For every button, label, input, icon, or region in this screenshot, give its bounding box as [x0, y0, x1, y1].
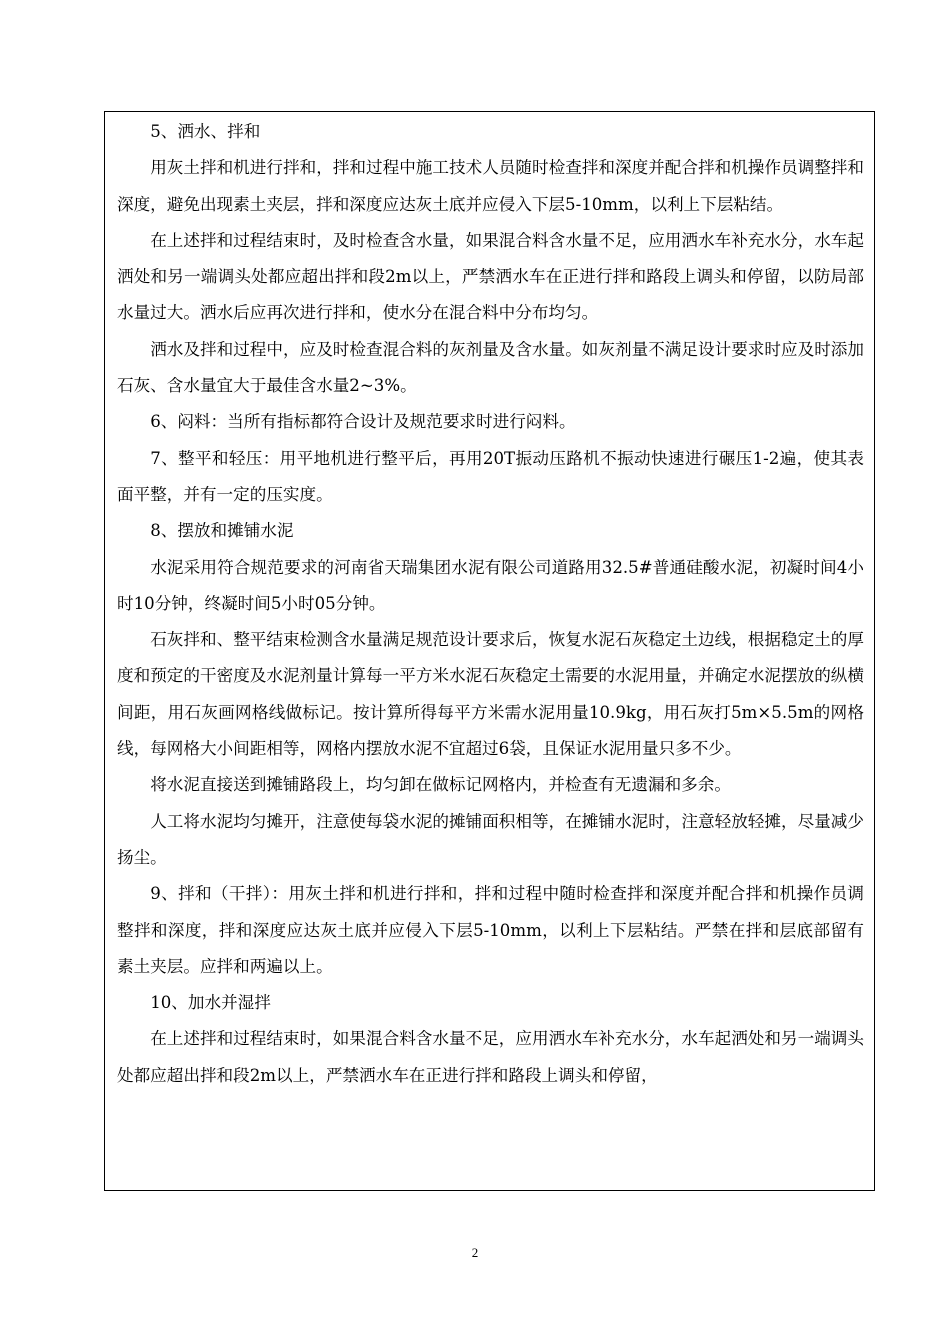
paragraph-mixing-procedure: 用灰土拌和机进行拌和，拌和过程中施工技术人员随时检查拌和深度并配合拌和机操作员调整拌和深度，避免出现素土夹层，拌和深度应达灰土底并应侵入下层5-10mm，以利上下层粘结。 [117, 158, 864, 214]
paragraph-cement-spreading: 人工将水泥均匀摊开，注意使每袋水泥的摊铺面积相等，在摊铺水泥时，注意轻放轻摊，尽量减少扬尘。 [117, 811, 864, 867]
paragraph-section-5-heading: 5、洒水、拌和 [150, 122, 261, 141]
content-table-cell [104, 111, 875, 1191]
paragraph-grid-marking: 石灰拌和、整平结束检测含水量满足规范设计要求后，恢复水泥石灰稳定土边线，根据稳定土的厚度和预定的干密度及水泥剂量计算每一平方米水泥石灰稳定土需要的水泥用量，并确定水泥摆放的纵横间距，用石灰画网格线做标记。按计算所得每平方米需水泥用量10.9kg，用石灰打5m×5.5m的网格线，每网格大小间距相等，网格内摆放水泥不宜超过6袋，且保证水泥用量只多不少。 [117, 630, 864, 759]
paragraph-cement-spec: 水泥采用符合规范要求的河南省天瑞集团水泥有限公司道路用32.5#普通硅酸水泥，初凝时间4小时10分钟，终凝时间5小时05分钟。 [117, 557, 864, 613]
paragraph-lime-dosage-check: 洒水及拌和过程中，应及时检查混合料的灰剂量及含水量。如灰剂量不满足设计要求时应及时添加石灰、含水量宜大于最佳含水量2~3%。 [117, 339, 864, 396]
paragraph-section-7-leveling: 7、整平和轻压：用平地机进行整平后，再用20T振动压路机不振动快速进行碾压1-2遍，使其表面平整，并有一定的压实度。 [117, 448, 864, 504]
paragraph-section-8-heading: 8、摆放和摊铺水泥 [150, 521, 294, 541]
paragraph-wet-mixing: 在上述拌和过程结束时，如果混合料含水量不足，应用洒水车补充水分，水车起洒处和另一端调头处都应超出拌和段2m以上，严禁洒水车在正进行拌和路段上调头和停留， [117, 1029, 864, 1085]
paragraph-water-check: 在上述拌和过程结束时，及时检查含水量，如果混合料含水量不足，应用洒水车补充水分，水车起洒处和另一端调头处都应超出拌和段2m以上，严禁洒水车在正进行拌和路段上调头和停留，以防局部水量过大。洒水后应再次进行拌和，使水分在混合料中分布均匀。 [117, 230, 864, 323]
paragraph-section-10-heading: 10、加水并湿拌 [150, 993, 271, 1013]
document-body [105, 112, 874, 1094]
paragraph-section-6-curing: 6、闷料：当所有指标都符合设计及规范要求时进行闷料。 [150, 412, 576, 432]
paragraph-section-9-dry-mixing: 9、拌和（干拌）：用灰土拌和机进行拌和，拌和过程中随时检查拌和深度并配合拌和机操作员调整拌和深度，拌和深度应达灰土底并应侵入下层5-10mm，以利上下层粘结。严禁在拌和层底部留有素土夹层。应拌和两遍以上。 [117, 884, 864, 976]
page-number: 2 [471, 1245, 479, 1260]
paragraph-cement-delivery: 将水泥直接送到摊铺路段上，均匀卸在做标记网格内，并检查有无遗漏和多余。 [150, 775, 731, 795]
